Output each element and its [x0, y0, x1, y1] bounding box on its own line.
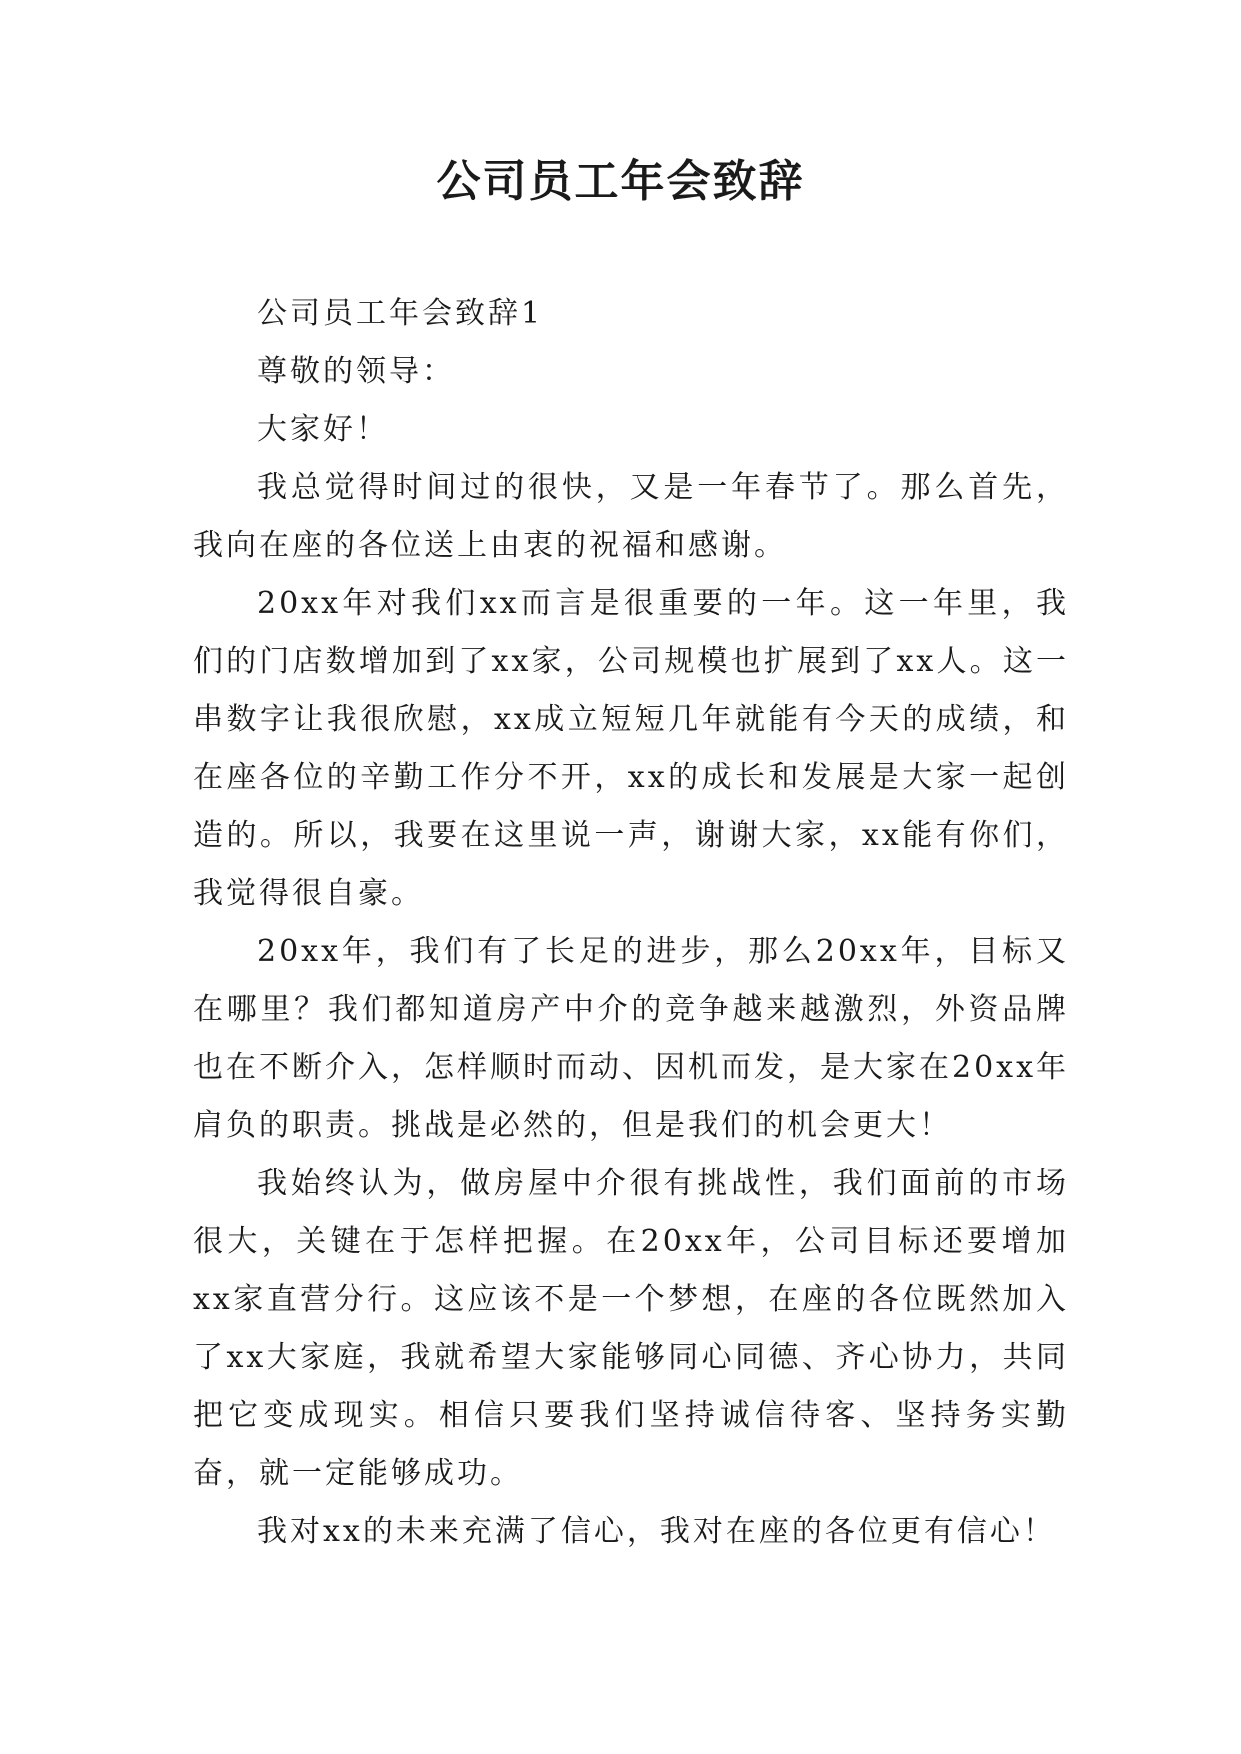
document-title: 公司员工年会致辞	[436, 156, 805, 207]
body-paragraph: 我始终认为，做房屋中介很有挑战性，我们面前的市场很大，关键在于怎样把握。在20xx年，公司目标还要增加xx家直营分行。这应该不是一个梦想，在座的各位既然加入了xx大家庭，我就希望大家能够同心同德、齐心协力，共同把它变成现实。相信只要我们坚持诚信待客、坚持务实勤奋，就一定能够成功。	[193, 1166, 1069, 1491]
body-paragraph: 20xx年对我们xx而言是很重要的一年。这一年里，我们的门店数增加到了xx家，公司规模也扩展到了xx人。这一串数字让我很欣慰，xx成立短短几年就能有今天的成绩，和在座各位的辛勤工作分不开，xx的成长和发展是大家一起创造的。所以，我要在这里说一声，谢谢大家，xx能有你们，我觉得很自豪。	[193, 586, 1069, 911]
body-paragraph: 20xx年，我们有了长足的进步，那么20xx年，目标又在哪里？我们都知道房产中介的竞争越来越激烈，外资品牌也在不断介入，怎样顺时而动、因机而发，是大家在20xx年肩负的职责。挑战是必然的，但是我们的机会更大！	[193, 934, 1070, 1143]
salutation: 尊敬的领导：	[257, 354, 455, 389]
document-body	[193, 285, 1069, 1561]
section-heading: 公司员工年会致辞1	[257, 296, 544, 331]
body-paragraph: 我对xx的未来充满了信心，我对在座的各位更有信心！	[257, 1514, 1056, 1549]
greeting: 大家好！	[257, 412, 389, 447]
body-paragraph: 我总觉得时间过的很快，又是一年春节了。那么首先，我向在座的各位送上由衷的祝福和感谢。	[193, 470, 1069, 563]
